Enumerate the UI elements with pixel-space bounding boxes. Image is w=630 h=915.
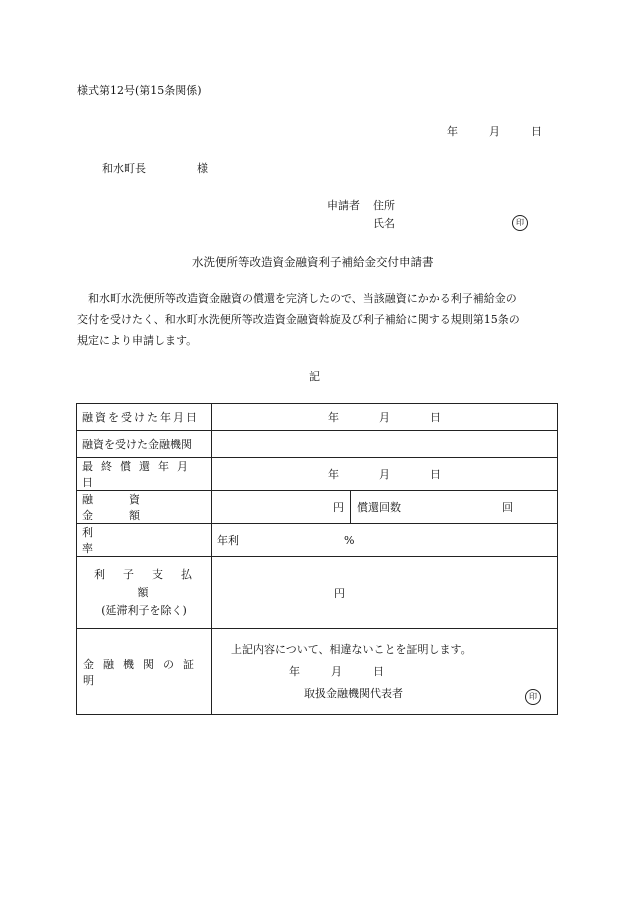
cert-field[interactable] (212, 629, 558, 715)
form-number: 様式第12号(第15条関係) (77, 84, 202, 97)
body-line: 規定により申請します。 (77, 334, 198, 347)
final-repayment-day: 日 (430, 468, 441, 481)
body-line: 和水町水洗便所等改造資金融資の償還を完済したので、当該融資にかかる利子補給金の (88, 292, 517, 305)
applicant-name-label: 氏名 (373, 217, 395, 230)
interest-paid-label: 利子支払額 (延滞利子を除く) (77, 557, 212, 629)
percent-sign: % (344, 534, 355, 547)
loan-date-field[interactable] (212, 404, 558, 431)
body-paragraph (77, 288, 557, 351)
representative-label: 取扱金融機関代表者 (304, 686, 403, 700)
final-repayment-label: 最終償還年月日 (77, 458, 212, 491)
applicant-address-label: 住所 (373, 199, 395, 212)
loan-date-year: 年 (328, 411, 339, 424)
repayment-count-field[interactable] (351, 491, 558, 524)
final-repayment-field[interactable] (212, 458, 558, 491)
header-date-day: 日 (531, 125, 542, 138)
application-table (76, 403, 558, 715)
institution-field[interactable] (212, 431, 558, 458)
table-row (77, 431, 558, 458)
loan-date-day: 日 (430, 411, 441, 424)
applicant-seal-icon: 印 (512, 215, 528, 231)
interest-paid-yen: 円 (334, 586, 345, 600)
repayment-count-label: 償還回数 (357, 501, 401, 514)
repayment-count-unit: 回 (502, 501, 513, 514)
applicant-label: 申請者 (327, 199, 360, 212)
loan-date-label: 融資を受けた年月日 (77, 404, 212, 431)
table-row (77, 524, 558, 557)
interest-rate-field[interactable] (212, 524, 558, 557)
cert-label: 金融機関の証明 (77, 629, 212, 715)
table-row (77, 404, 558, 431)
cert-date-day: 日 (373, 664, 384, 678)
loan-amount-yen: 円 (333, 501, 344, 514)
institution-label: 融資を受けた金融機関 (77, 431, 212, 458)
institution-seal-icon: 印 (525, 689, 541, 705)
addressee (102, 160, 208, 176)
header-date (447, 123, 542, 139)
addressee-name: 和水町長 (102, 162, 146, 175)
final-repayment-month: 月 (379, 468, 390, 481)
cert-text: 上記内容について、相違ないことを証明します。 (231, 642, 472, 656)
cert-date (212, 661, 557, 683)
header-date-month: 月 (489, 125, 500, 138)
interest-paid-note: (延滞利子を除く) (101, 603, 187, 617)
table-row (77, 491, 558, 524)
loan-amount-label: 融資金額 (77, 491, 212, 524)
final-repayment-year: 年 (328, 468, 339, 481)
cert-date-year: 年 (289, 664, 300, 678)
interest-rate-label: 利率 (77, 524, 212, 557)
body-line: 交付を受けたく、和水町水洗便所等改造資金融資斡旋及び利子補給に関する規則第15条の (77, 313, 520, 326)
loan-amount-field[interactable] (212, 491, 351, 524)
header-date-year: 年 (447, 125, 458, 138)
addressee-honorific: 様 (197, 162, 208, 175)
table-row (77, 557, 558, 629)
annual-rate-label: 年利 (217, 534, 239, 547)
ki-heading: 記 (309, 370, 320, 383)
loan-date-month: 月 (379, 411, 390, 424)
cert-date-month: 月 (331, 664, 342, 678)
document-title: 水洗便所等改造資金融資利子補給金交付申請書 (192, 255, 434, 269)
table-row (77, 629, 558, 715)
table-row (77, 458, 558, 491)
interest-paid-field[interactable] (212, 557, 558, 629)
